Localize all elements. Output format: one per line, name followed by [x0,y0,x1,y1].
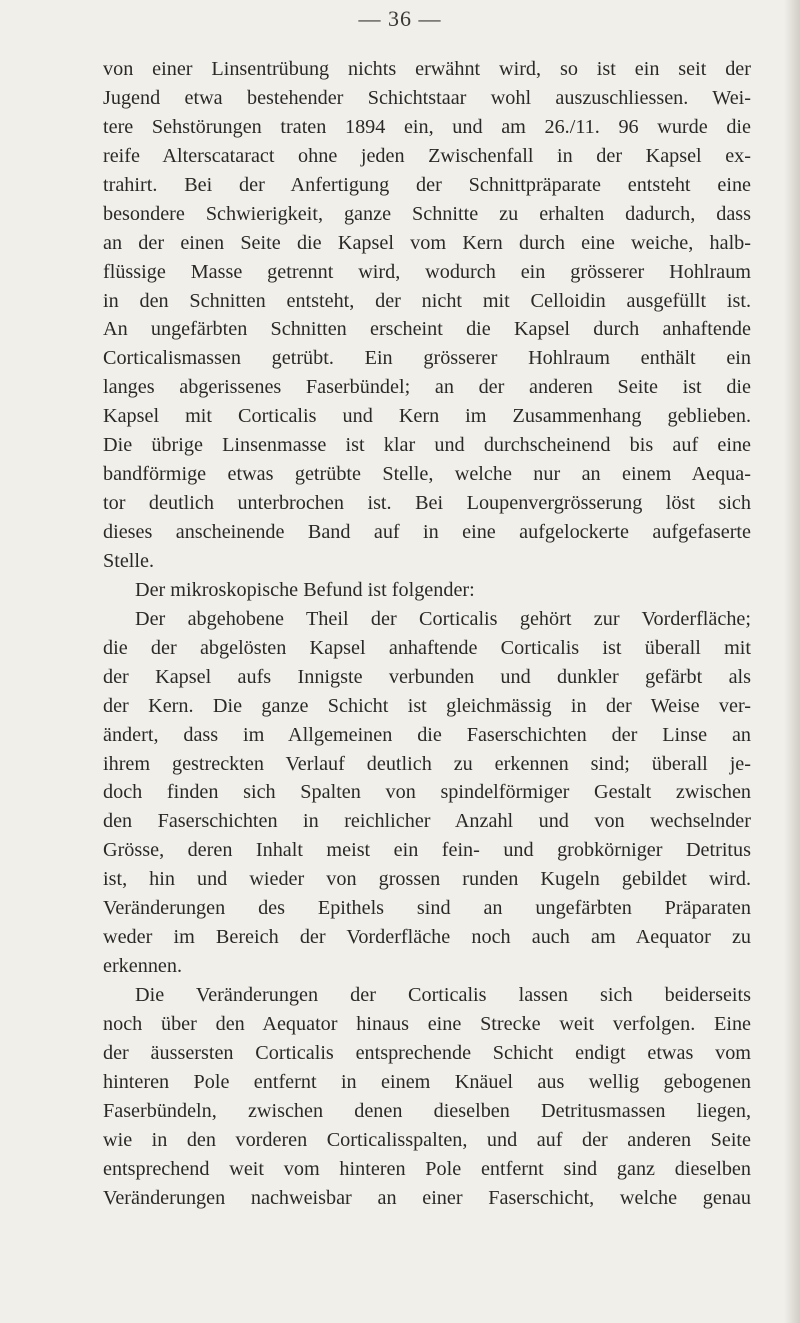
text-line: wie in den vorderen Corticalisspalten, und auf der anderen Seite [103,1128,751,1151]
text-line: langes abgerissenes Faserbündel; an der anderen Seite ist die [103,376,751,399]
text-line: Der mikroskopische Befund ist folgender: [135,578,475,601]
text-line: Veränderungen des Epithels sind an ungefärbten Präparaten [103,897,751,920]
text-line: An ungefärbten Schnitten erscheint die Kapsel durch anhaftende [103,318,751,341]
text-line: tor deutlich unterbrochen ist. Bei Loupenvergrösserung löst sich [103,492,751,515]
text-line: an der einen Seite die Kapsel vom Kern durch eine weiche, halb- [103,231,751,254]
text-line: weder im Bereich der Vorderfläche noch auch am Aequator zu [103,926,751,949]
page-edge-shadow [784,0,800,1323]
body-text [103,55,751,1213]
text-line: der Kapsel aufs Innigste verbunden und dunkler gefärbt als [103,665,751,688]
text-line: Kapsel mit Corticalis und Kern im Zusammenhang geblieben. [103,405,751,428]
text-line: doch finden sich Spalten von spindelförmiger Gestalt zwischen [103,781,751,804]
text-line: der Kern. Die ganze Schicht ist gleichmässig in der Weise ver- [103,694,751,717]
text-line: Jugend etwa bestehender Schichtstaar wohl auszuschliessen. Wei- [103,86,751,109]
text-line: erkennen. [103,955,183,978]
text-line: reife Alterscataract ohne jeden Zwischenfall in der Kapsel ex- [103,144,751,167]
text-line: die der abgelösten Kapsel anhaftende Corticalis ist überall mit [103,636,751,659]
text-line: noch über den Aequator hinaus eine Strecke weit verfolgen. Eine [103,1012,751,1035]
text-line: flüssige Masse getrennt wird, wodurch ein grösserer Hohlraum [103,260,751,283]
text-line: Faserbündeln, zwischen denen dieselben Detritusmassen liegen, [103,1099,751,1122]
text-line: in den Schnitten entsteht, der nicht mit Celloidin ausgefüllt ist. [103,289,751,312]
text-line: Stelle. [103,549,155,572]
text-line: von einer Linsentrübung nichts erwähnt wird, so ist ein seit der [103,58,751,80]
text-line: ändert, dass im Allgemeinen die Faserschichten der Linse an [103,723,751,746]
text-line: Die übrige Linsenmasse ist klar und durchscheinend bis auf eine [103,434,751,457]
text-line: der äussersten Corticalis entsprechende Schicht endigt etwas vom [103,1041,751,1064]
text-line: Veränderungen nachweisbar an einer Faserschicht, welche genau [103,1186,751,1209]
text-line: Corticalismassen getrübt. Ein grösserer Hohlraum enthält ein [103,347,751,370]
text-line: den Faserschichten in reichlicher Anzahl und von wechselnder [103,810,751,833]
text-line: tere Sehstörungen traten 1894 ein, und am 26./11. 96 wurde die [103,115,751,138]
text-line: besondere Schwierigkeit, ganze Schnitte zu erhalten dadurch, dass [103,202,751,225]
text-line: trahirt. Bei der Anfertigung der Schnittpräparate entsteht eine [103,173,751,196]
text-line: Grösse, deren Inhalt meist ein fein- und grobkörniger Detritus [103,839,751,862]
text-line: hinteren Pole entfernt in einem Knäuel aus wellig gebogenen [103,1070,751,1093]
text-line: ihrem gestreckten Verlauf deutlich zu erkennen sind; überall je- [103,752,751,775]
text-line: bandförmige etwas getrübte Stelle, welche nur an einem Aequa- [103,463,751,486]
text-line: dieses anscheinende Band auf in eine aufgelockerte aufgefaserte [103,521,751,543]
text-line: Der abgehobene Theil der Corticalis gehört zur Vorderfläche; [135,607,751,630]
text-line: entsprechend weit vom hinteren Pole entfernt sind ganz dieselben [103,1157,751,1180]
text-line: ist, hin und wieder von grossen runden Kugeln gebildet wird. [103,868,751,891]
page-number: — 36 — [358,6,442,31]
text-line: Die Veränderungen der Corticalis lassen sich beiderseits [135,984,751,1006]
